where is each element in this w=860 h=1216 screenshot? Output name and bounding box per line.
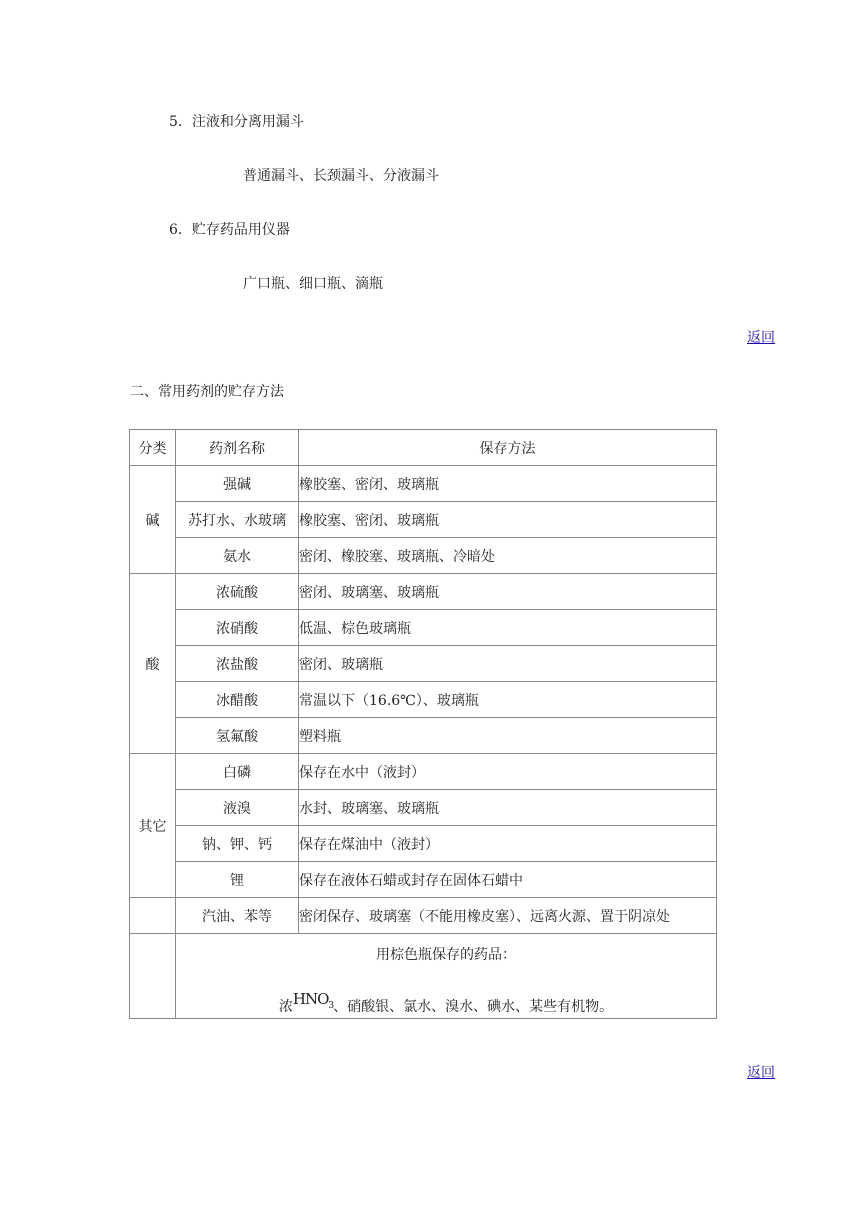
table-row <box>130 826 717 862</box>
note-list <box>176 990 716 1018</box>
table-row <box>130 646 717 682</box>
storage-method: 密闭、玻璃塞、玻璃瓶 <box>299 574 717 610</box>
section-heading-storage: 二、常用药剂的贮存方法 <box>130 384 284 400</box>
reagent-name: 氢氟酸 <box>176 718 299 754</box>
reagent-name: 强碱 <box>176 466 299 502</box>
table-row <box>130 538 717 574</box>
storage-method: 橡胶塞、密闭、玻璃瓶 <box>299 502 717 538</box>
storage-method: 密闭保存、玻璃塞（不能用橡皮塞）、远离火源、置于阴凉处 <box>299 898 717 934</box>
table-header-row <box>130 430 717 466</box>
storage-method: 塑料瓶 <box>299 718 717 754</box>
storage-method: 水封、玻璃塞、玻璃瓶 <box>299 790 717 826</box>
table-row <box>130 754 717 790</box>
brown-bottle-note <box>176 934 717 1019</box>
category-cell: 碱 <box>130 466 176 574</box>
table-row <box>130 682 717 718</box>
reagent-name: 浓硝酸 <box>176 610 299 646</box>
table-row <box>130 466 717 502</box>
storage-method: 保存在水中（液封） <box>299 754 717 790</box>
table-row <box>130 898 717 934</box>
table-note-row <box>130 934 717 1019</box>
reagent-name: 液溴 <box>176 790 299 826</box>
note-empty-cell <box>130 934 176 1019</box>
section-6-title: 6．贮存药品用仪器 <box>169 222 290 238</box>
header-method: 保存方法 <box>299 430 717 466</box>
reagent-name: 钠、钾、钙 <box>176 826 299 862</box>
note-title: 用棕色瓶保存的药品： <box>376 947 516 963</box>
table-row <box>130 502 717 538</box>
formula-subscript: 3 <box>328 1001 334 1011</box>
table-row <box>130 718 717 754</box>
storage-method: 密闭、橡胶塞、玻璃瓶、冷暗处 <box>299 538 717 574</box>
reagent-name: 白磷 <box>176 754 299 790</box>
storage-method: 保存在煤油中（液封） <box>299 826 717 862</box>
storage-method: 低温、棕色玻璃瓶 <box>299 610 717 646</box>
header-category: 分类 <box>130 430 176 466</box>
section-5-title: 5．注液和分离用漏斗 <box>169 114 304 130</box>
table-row <box>130 790 717 826</box>
storage-method: 保存在液体石蜡或封存在固体石蜡中 <box>299 862 717 898</box>
storage-method: 密闭、玻璃瓶 <box>299 646 717 682</box>
note-prefix: 浓 <box>278 999 293 1015</box>
section-6-items: 广口瓶、细口瓶、滴瓶 <box>243 276 383 292</box>
reagent-name: 浓盐酸 <box>176 646 299 682</box>
header-name: 药剂名称 <box>176 430 299 466</box>
reagent-name: 冰醋酸 <box>176 682 299 718</box>
category-cell: 酸 <box>130 574 176 754</box>
storage-method: 常温以下（16.6℃）、玻璃瓶 <box>299 682 717 718</box>
back-link[interactable]: 返回 <box>747 1065 775 1081</box>
reagent-name: 锂 <box>176 862 299 898</box>
category-cell <box>130 898 176 934</box>
storage-method: 橡胶塞、密闭、玻璃瓶 <box>299 466 717 502</box>
hno3-formula <box>292 990 334 1011</box>
table-row <box>130 610 717 646</box>
back-link[interactable]: 返回 <box>747 330 775 346</box>
note-suffix: 、硝酸银、氯水、溴水、碘水、某些有机物。 <box>333 999 614 1015</box>
table-row <box>130 574 717 610</box>
category-cell: 其它 <box>130 754 176 898</box>
reagent-name: 浓硫酸 <box>176 574 299 610</box>
reagent-name: 苏打水、水玻璃 <box>176 502 299 538</box>
storage-table <box>129 429 717 1019</box>
table-row <box>130 862 717 898</box>
reagent-name: 汽油、苯等 <box>176 898 299 934</box>
formula-main: HNO <box>292 990 329 1008</box>
section-5-items: 普通漏斗、长颈漏斗、分液漏斗 <box>243 168 439 184</box>
reagent-name: 氨水 <box>176 538 299 574</box>
